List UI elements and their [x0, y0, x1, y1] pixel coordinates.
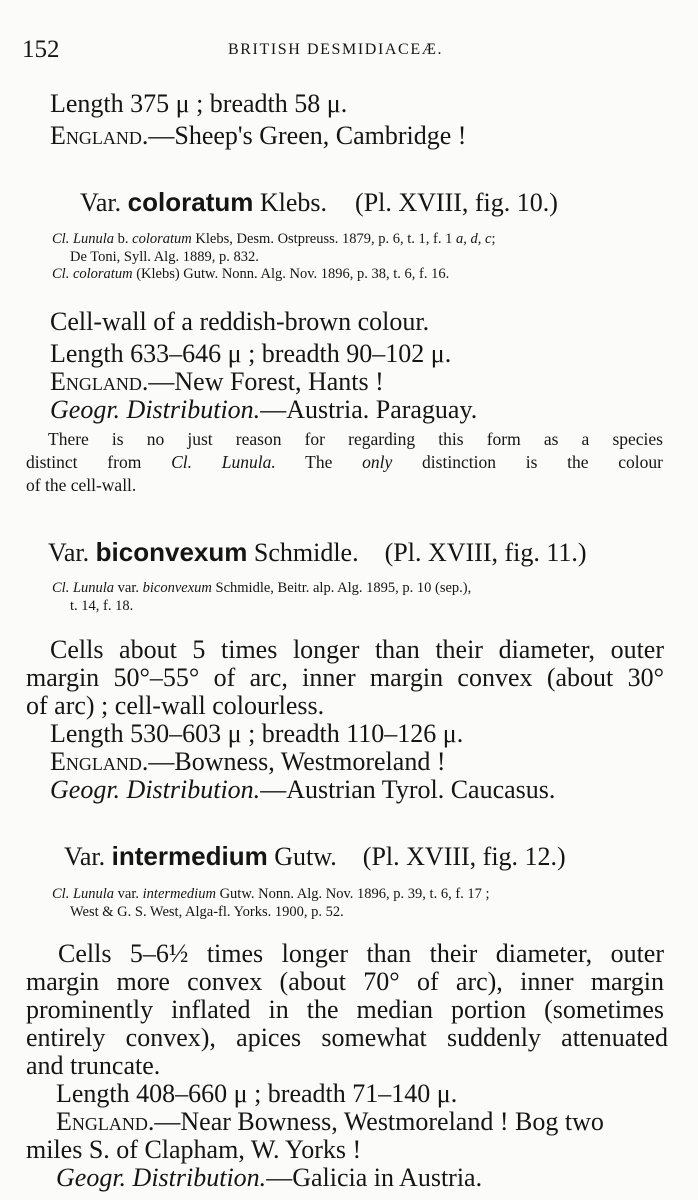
cite-taxon: Cl. Lunula [52, 580, 115, 596]
description-line: margin more convex (about 70° of arc), inner margin [26, 967, 664, 996]
cite-taxon: biconvexum [142, 580, 212, 596]
note-emphasis: only [362, 452, 393, 472]
variety-heading-biconvexum [48, 536, 587, 569]
measurements-line: Length 530–603 μ ; breadth 110–126 μ. [50, 719, 464, 748]
citation-line: West & G. S. West, Alga-fl. Yorks. 1900, p. 52. [70, 904, 344, 920]
cite-text: var. [114, 580, 143, 596]
variety-heading-intermedium [64, 840, 566, 873]
distribution-label: Geogr. Distribution. [56, 1163, 267, 1192]
distribution-label: Geogr. Distribution. [50, 775, 261, 804]
locality-text: —Near Bowness, Westmoreland ! Bog two [154, 1107, 604, 1136]
plate-reference: (Pl. XVIII, fig. 11.) [384, 538, 587, 567]
note-text: distinct from [26, 452, 172, 472]
country-label: England. [50, 121, 149, 150]
description-line: Cell-wall of a reddish-brown colour. [50, 307, 430, 336]
citation-line [52, 266, 449, 283]
measurements-line: Length 408–660 μ ; breadth 71–140 μ. [56, 1079, 458, 1108]
note-line: of the cell-wall. [26, 475, 137, 495]
country-label: England. [50, 747, 149, 776]
variety-heading-coloratum [80, 186, 558, 219]
cite-taxon: coloratum [132, 231, 192, 247]
var-prefix: Var. [80, 188, 122, 217]
cite-text: b. [114, 231, 133, 247]
var-name: biconvexum [95, 537, 248, 567]
description-line: of arc) ; cell-wall colourless. [26, 691, 325, 720]
locality-text: —Sheep's Green, Cambridge ! [148, 121, 467, 150]
cite-text: Schmidle, Beitr. alp. Alg. 1895, p. 10 (sep.), [211, 580, 472, 596]
distribution-line [56, 1162, 482, 1194]
note-line [26, 451, 663, 473]
cite-text: Klebs, Desm. Ostpreuss. 1879, p. 6, t. 1, f. 1 [191, 231, 456, 247]
note-line: There is no just reason for regarding this form as a species [48, 429, 663, 449]
distribution-text: —Austrian Tyrol. Caucasus. [260, 775, 556, 804]
note-taxon: Cl. Lunula. [171, 452, 276, 472]
cite-taxon: intermedium [142, 886, 216, 902]
cite-taxon: Cl. Lunula [52, 886, 115, 902]
distribution-label: Geogr. Distribution. [50, 395, 261, 424]
country-label: England. [50, 367, 149, 396]
plate-reference: (Pl. XVIII, fig. 10.) [355, 188, 558, 217]
description-line: and truncate. [26, 1051, 161, 1080]
var-name: intermedium [111, 841, 268, 871]
measurements-line: Length 633–646 μ ; breadth 90–102 μ. [50, 339, 452, 368]
cite-figs: a, d, c [456, 231, 492, 247]
citation-line: De Toni, Syll. Alg. 1889, p. 832. [70, 249, 259, 265]
citation-line [52, 231, 495, 248]
var-prefix: Var. [64, 842, 106, 871]
description-line: entirely convex), apices somewhat suddenly attenuated [26, 1023, 668, 1052]
distribution-line [50, 774, 555, 806]
citation-line [52, 886, 490, 903]
var-prefix: Var. [48, 538, 90, 567]
cite-text: (Klebs) Gutw. Nonn. Alg. Nov. 1896, p. 38, t. 6, f. 16. [132, 266, 450, 282]
locality-line: miles S. of Clapham, W. Yorks ! [26, 1135, 362, 1164]
distribution-text: —Galicia in Austria. [266, 1163, 483, 1192]
var-author: Gutw. [274, 842, 337, 871]
page-number: 152 [22, 36, 60, 63]
distribution-line [50, 394, 477, 426]
description-line: Cells about 5 times longer than their diameter, outer [50, 635, 664, 664]
distribution-text: —Austria. Paraguay. [260, 395, 478, 424]
top-measurements: Length 375 μ ; breadth 58 μ. [50, 89, 348, 118]
note-text: The [275, 452, 363, 472]
cite-text: Gutw. Nonn. Alg. Nov. 1896, p. 39, t. 6, f. 17 ; [215, 886, 490, 902]
locality-text: —Bowness, Westmoreland ! [148, 747, 446, 776]
country-label: England. [56, 1107, 155, 1136]
running-head: BRITISH DESMIDIACEÆ. [228, 41, 444, 58]
top-locality [50, 120, 466, 152]
citation-line [52, 580, 471, 597]
cite-text: var. [114, 886, 143, 902]
description-line: margin 50°–55° of arc, inner margin convex (about 30° [26, 663, 664, 692]
cite-text: ; [491, 231, 496, 247]
locality-text: —New Forest, Hants ! [148, 367, 384, 396]
var-name: coloratum [127, 187, 254, 217]
cite-taxon: Cl. coloratum [52, 266, 133, 282]
note-text: distinction is the colour [392, 452, 663, 472]
citation-line: t. 14, f. 18. [70, 598, 134, 614]
cite-taxon: Cl. Lunula [52, 231, 115, 247]
plate-reference: (Pl. XVIII, fig. 12.) [362, 842, 566, 871]
var-author: Schmidle. [253, 538, 359, 567]
var-author: Klebs. [259, 188, 328, 217]
description-line: prominently inflated in the median portion (sometimes [26, 995, 664, 1024]
description-line: Cells 5–6½ times longer than their diameter, outer [58, 939, 664, 968]
